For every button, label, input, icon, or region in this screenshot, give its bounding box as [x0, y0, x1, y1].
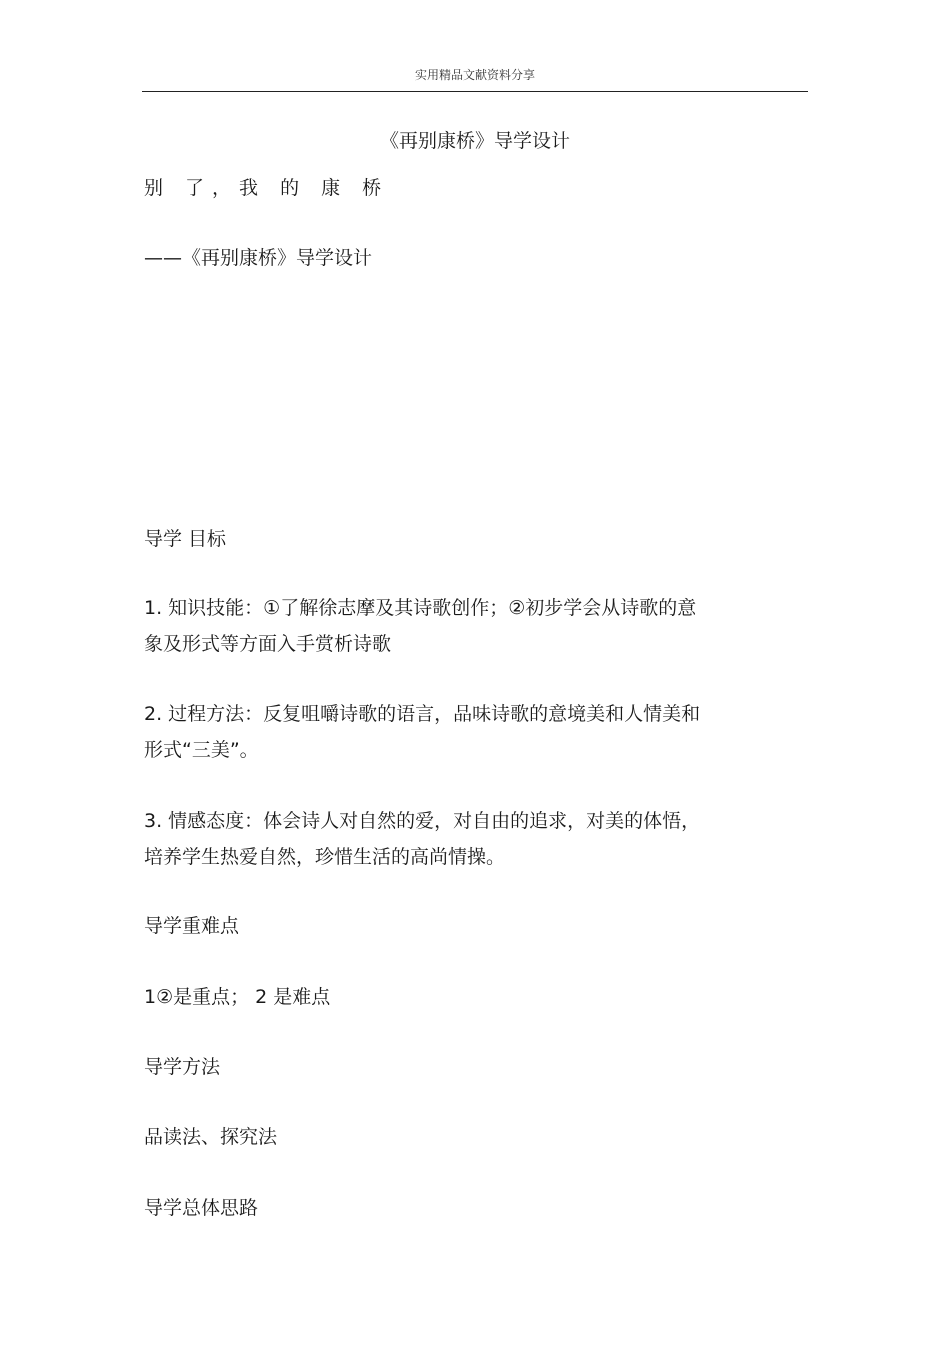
- overall-heading: 导学总体思路: [144, 1197, 259, 1219]
- goal-1-line-1: 1. 知识技能：①了解徐志摩及其诗歌创作；②初步学会从诗歌的意: [144, 597, 697, 619]
- subtitle-main: 别 了，我 的 康 桥: [144, 177, 390, 199]
- key-points-text: 1②是重点； 2 是难点: [144, 986, 331, 1008]
- goal-3-paragraph: [144, 803, 784, 875]
- goal-1-line-2: 象及形式等方面入手赏析诗歌: [144, 633, 392, 655]
- header-divider: [142, 91, 808, 92]
- goal-2-line-2: 形式“三美”。: [144, 739, 259, 761]
- subtitle-sub: ——《再别康桥》导学设计: [144, 247, 373, 269]
- page-header: 实用精品文献资料分享: [414, 68, 535, 82]
- methods-text: 品读法、探究法: [144, 1126, 278, 1148]
- goals-heading: 导学 目标: [144, 528, 227, 550]
- goal-2-line-1: 2. 过程方法：反复咀嚼诗歌的语言，品味诗歌的意境美和人情美和: [144, 703, 701, 725]
- goal-1-paragraph: [144, 590, 784, 662]
- goal-3-line-1: 3. 情感态度：体会诗人对自然的爱，对自由的追求，对美的体悟，: [144, 810, 701, 832]
- goal-3-line-2: 培养学生热爱自然，珍惜生活的高尚情操。: [144, 846, 506, 868]
- methods-heading: 导学方法: [144, 1056, 221, 1078]
- key-points-heading: 导学重难点: [144, 915, 240, 937]
- document-title: 《再别康桥》导学设计: [379, 130, 570, 152]
- goal-2-paragraph: [144, 696, 784, 768]
